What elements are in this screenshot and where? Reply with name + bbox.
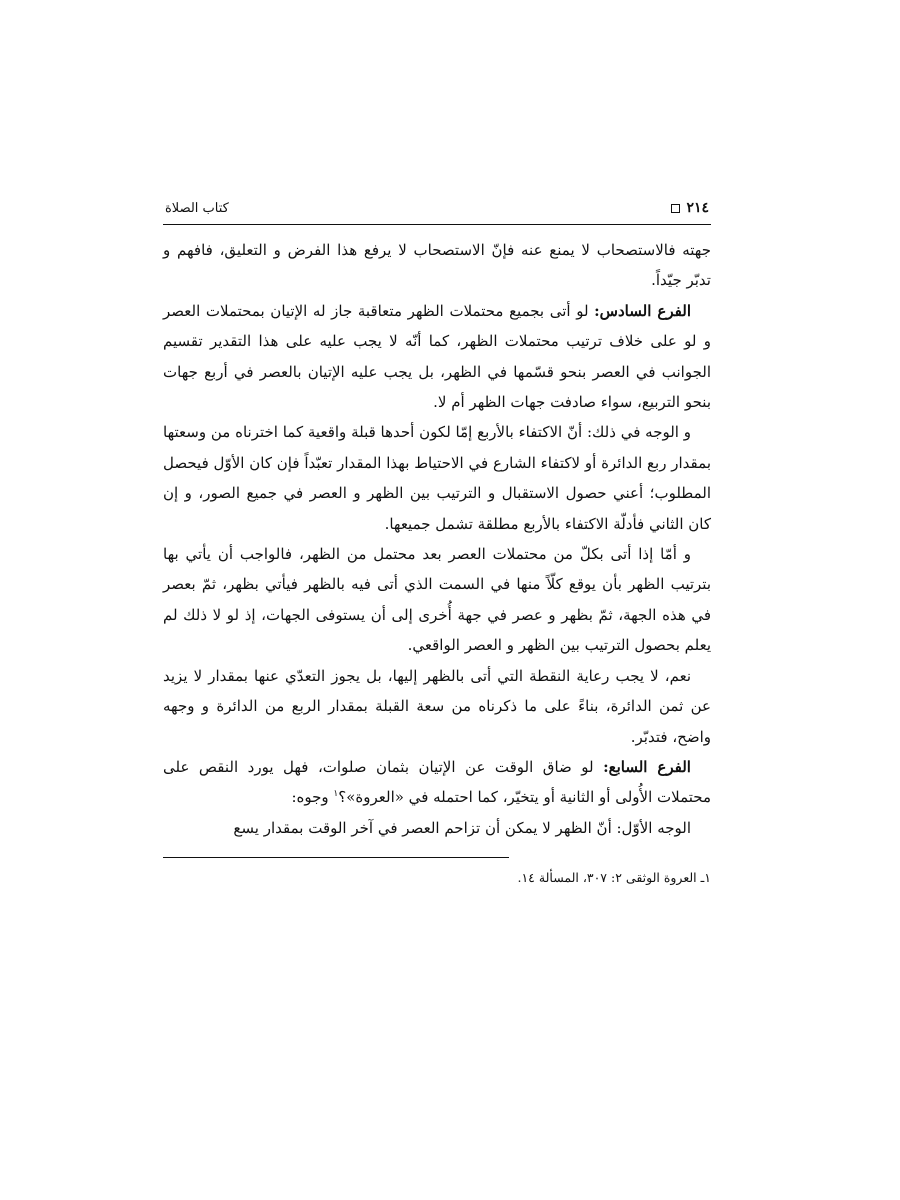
section-heading: الفرع السابع: <box>603 757 691 776</box>
paragraph-7 <box>163 813 711 843</box>
footnote-item: ١ـ العروة الوثقى ٢: ٣٠٧، المسألة ١٤. <box>517 870 711 886</box>
paragraph-text-continued: وجوه: <box>291 788 334 807</box>
book-title: كتاب الصلاة <box>165 200 229 216</box>
paragraph-text: و الوجه في ذلك: أنّ الاكتفاء بالأربع إمّا لكون أحدها قبلة واقعية كما اخترناه من وسعتها بمقدار ربع الدائرة أو لاكتفاء الشارع في الاحتياط بهذا المقدار تعبّداً فإن كان الأوّل فيحصل المطلوب؛ أعني حصول الاستقبال و الترتيب بين الظهر و العصر في جميع الصور، و إن كان الثاني فأدلّة الاكتفاء بالأربع مطلقة تشمل جميعها. <box>163 423 711 533</box>
page-number: ٢١٤ <box>686 200 709 216</box>
paragraph-6 <box>163 752 711 813</box>
section-heading: الفرع السادس: <box>594 301 691 320</box>
body-text <box>163 235 711 843</box>
paragraph-1 <box>163 235 711 296</box>
paragraph-text: و أمّا إذا أتى بكلّ من محتملات العصر بعد محتمل من الظهر، فالواجب أن يأتي بها بترتيب الظهر بأن يوقع كلّاً منها في السمت الذي أتى فيه بالظهر فيأتي بظهر، ثمّ بعصر في هذه الجهة، ثمّ بظهر و عصر في جهة أُخرى إلى أن يستوفى الجهات، إذ لو لا ذلك لم يعلم بحصول الترتيب بين الظهر و العصر الواقعي. <box>163 545 711 655</box>
footnote-divider <box>163 857 509 858</box>
paragraph-3 <box>163 417 711 539</box>
paragraph-text: الوجه الأوّل: أنّ الظهر لا يمكن أن تزاحم العصر في آخر الوقت بمقدار يسع <box>233 818 691 837</box>
document-page <box>163 196 711 888</box>
page-header <box>163 196 711 220</box>
footnotes <box>163 868 711 888</box>
page-number-group <box>671 200 709 216</box>
paragraph-text: لو أتى بجميع محتملات الظهر متعاقبة جاز له الإتيان بمحتملات العصر و لو على خلاف ترتيب محتملات الظهر، كما أنّه لا يجب عليه على هذا التقدير تقسيم الجوانب في العصر بنحو قسّمها في الظهر، بل يجب عليه الإتيان بالعصر في أربع جهات بنحو التربيع، سواء صادفت جهات الظهر أم لا. <box>163 301 711 412</box>
paragraph-5 <box>163 661 711 752</box>
paragraph-text: نعم، لا يجب رعاية النقطة التي أتى بالظهر إليها، بل يجوز التعدّي عنها بمقدار لا يزيد عن ثمن الدائرة، بناءً على ما ذكرناه من سعة القبلة بمقدار الربع من الدائرة و وجهه واضح، فتدبّر. <box>163 666 711 746</box>
footnote-reference[interactable]: ١ <box>333 789 339 800</box>
paragraph-4 <box>163 539 711 661</box>
paragraph-text: لو ضاق الوقت عن الإتيان بثمان صلوات، فهل يورد النقص على محتملات الأُولى أو الثانية أو يتخيّر، كما احتمله في «العروة»؟ <box>163 757 711 807</box>
header-divider <box>163 224 711 225</box>
paragraph-text: جهته فالاستصحاب لا يمنع عنه فإنّ الاستصحاب لا يرفع هذا الفرض و التعليق، فافهم و تدبّر جيّداً. <box>163 241 711 290</box>
square-icon <box>671 204 680 213</box>
paragraph-2 <box>163 296 711 418</box>
